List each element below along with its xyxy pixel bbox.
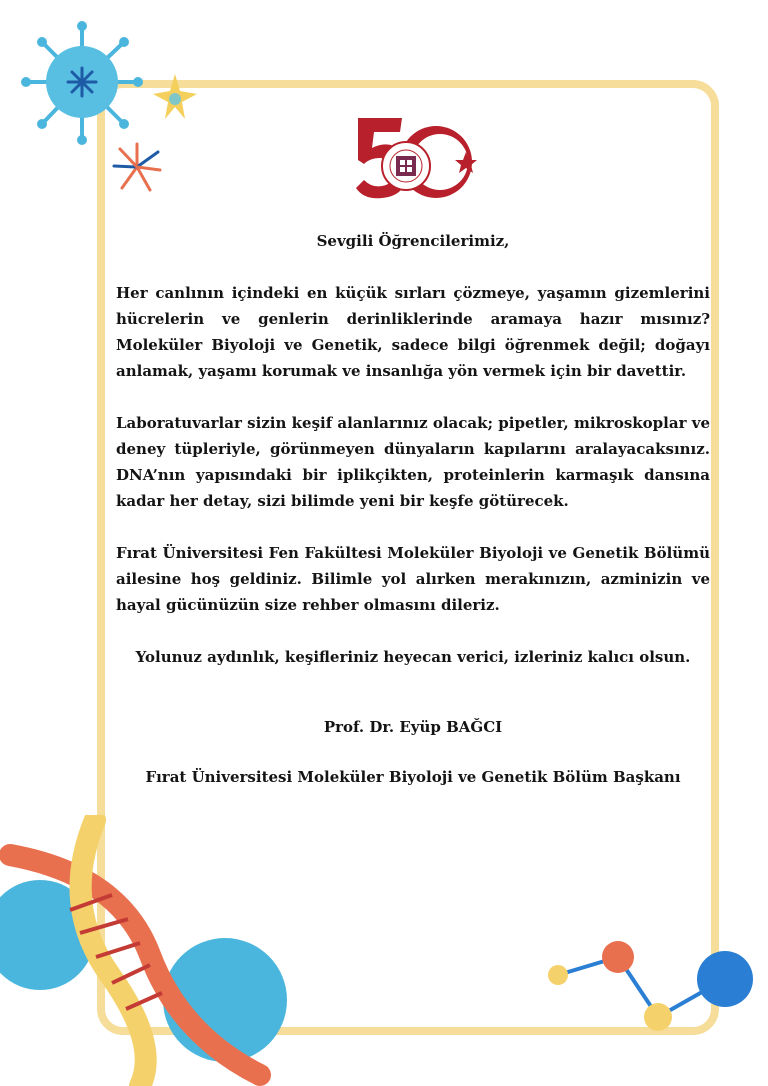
signature-name: Prof. Dr. Eyüp BAĞCI bbox=[323, 718, 503, 736]
letter-paragraph-2: Laboratuvarlar sizin keşif alanlarınız olacak; pipetler, mikroskoplar ve deney tüpleriyle, görünmeyen dünyaların kapılarını aralayacaksınız. DNA’nın yapısındaki bir iplikçikten, proteinlerin karmaşık dansına kadar her detay, sizi bilimde yeni bir keşfe götürecek. bbox=[116, 414, 710, 510]
virus-icon bbox=[20, 20, 150, 150]
dna-helix-icon bbox=[0, 815, 290, 1086]
signature-title: Fırat Üniversitesi Moleküler Biyoloji ve Genetik Bölüm Başkanı bbox=[145, 768, 681, 786]
molecule-icon bbox=[540, 935, 768, 1045]
letter-greeting: Sevgili Öğrencilerimiz, bbox=[316, 232, 510, 250]
letter-body bbox=[116, 228, 710, 790]
letter-paragraph-3: Fırat Üniversitesi Fen Fakültesi Moleküler Biyoloji ve Genetik Bölümü ailesine hoş geldiniz. Bilimle yol alırken merakınızın, azminizin ve hayal gücünüzün size rehber olmasını dileriz. bbox=[116, 544, 710, 614]
anniversary-logo bbox=[350, 112, 482, 208]
star-icon bbox=[150, 72, 200, 122]
letter-closing: Yolunuz aydınlık, keşifleriniz heyecan verici, izleriniz kalıcı olsun. bbox=[135, 648, 691, 666]
letter-paragraph-1: Her canlının içindeki en küçük sırları çözmeye, yaşamın gizemlerini hücrelerin ve genlerin derinliklerinde aramaya hazır mısınız? Moleküler Biyoloji ve Genetik, sadece bilgi öğrenmek değil; doğayı anlamak, yaşamı korumak ve insanlığa yön vermek için bir davettir. bbox=[116, 284, 710, 380]
sparkle-icon bbox=[110, 140, 165, 195]
